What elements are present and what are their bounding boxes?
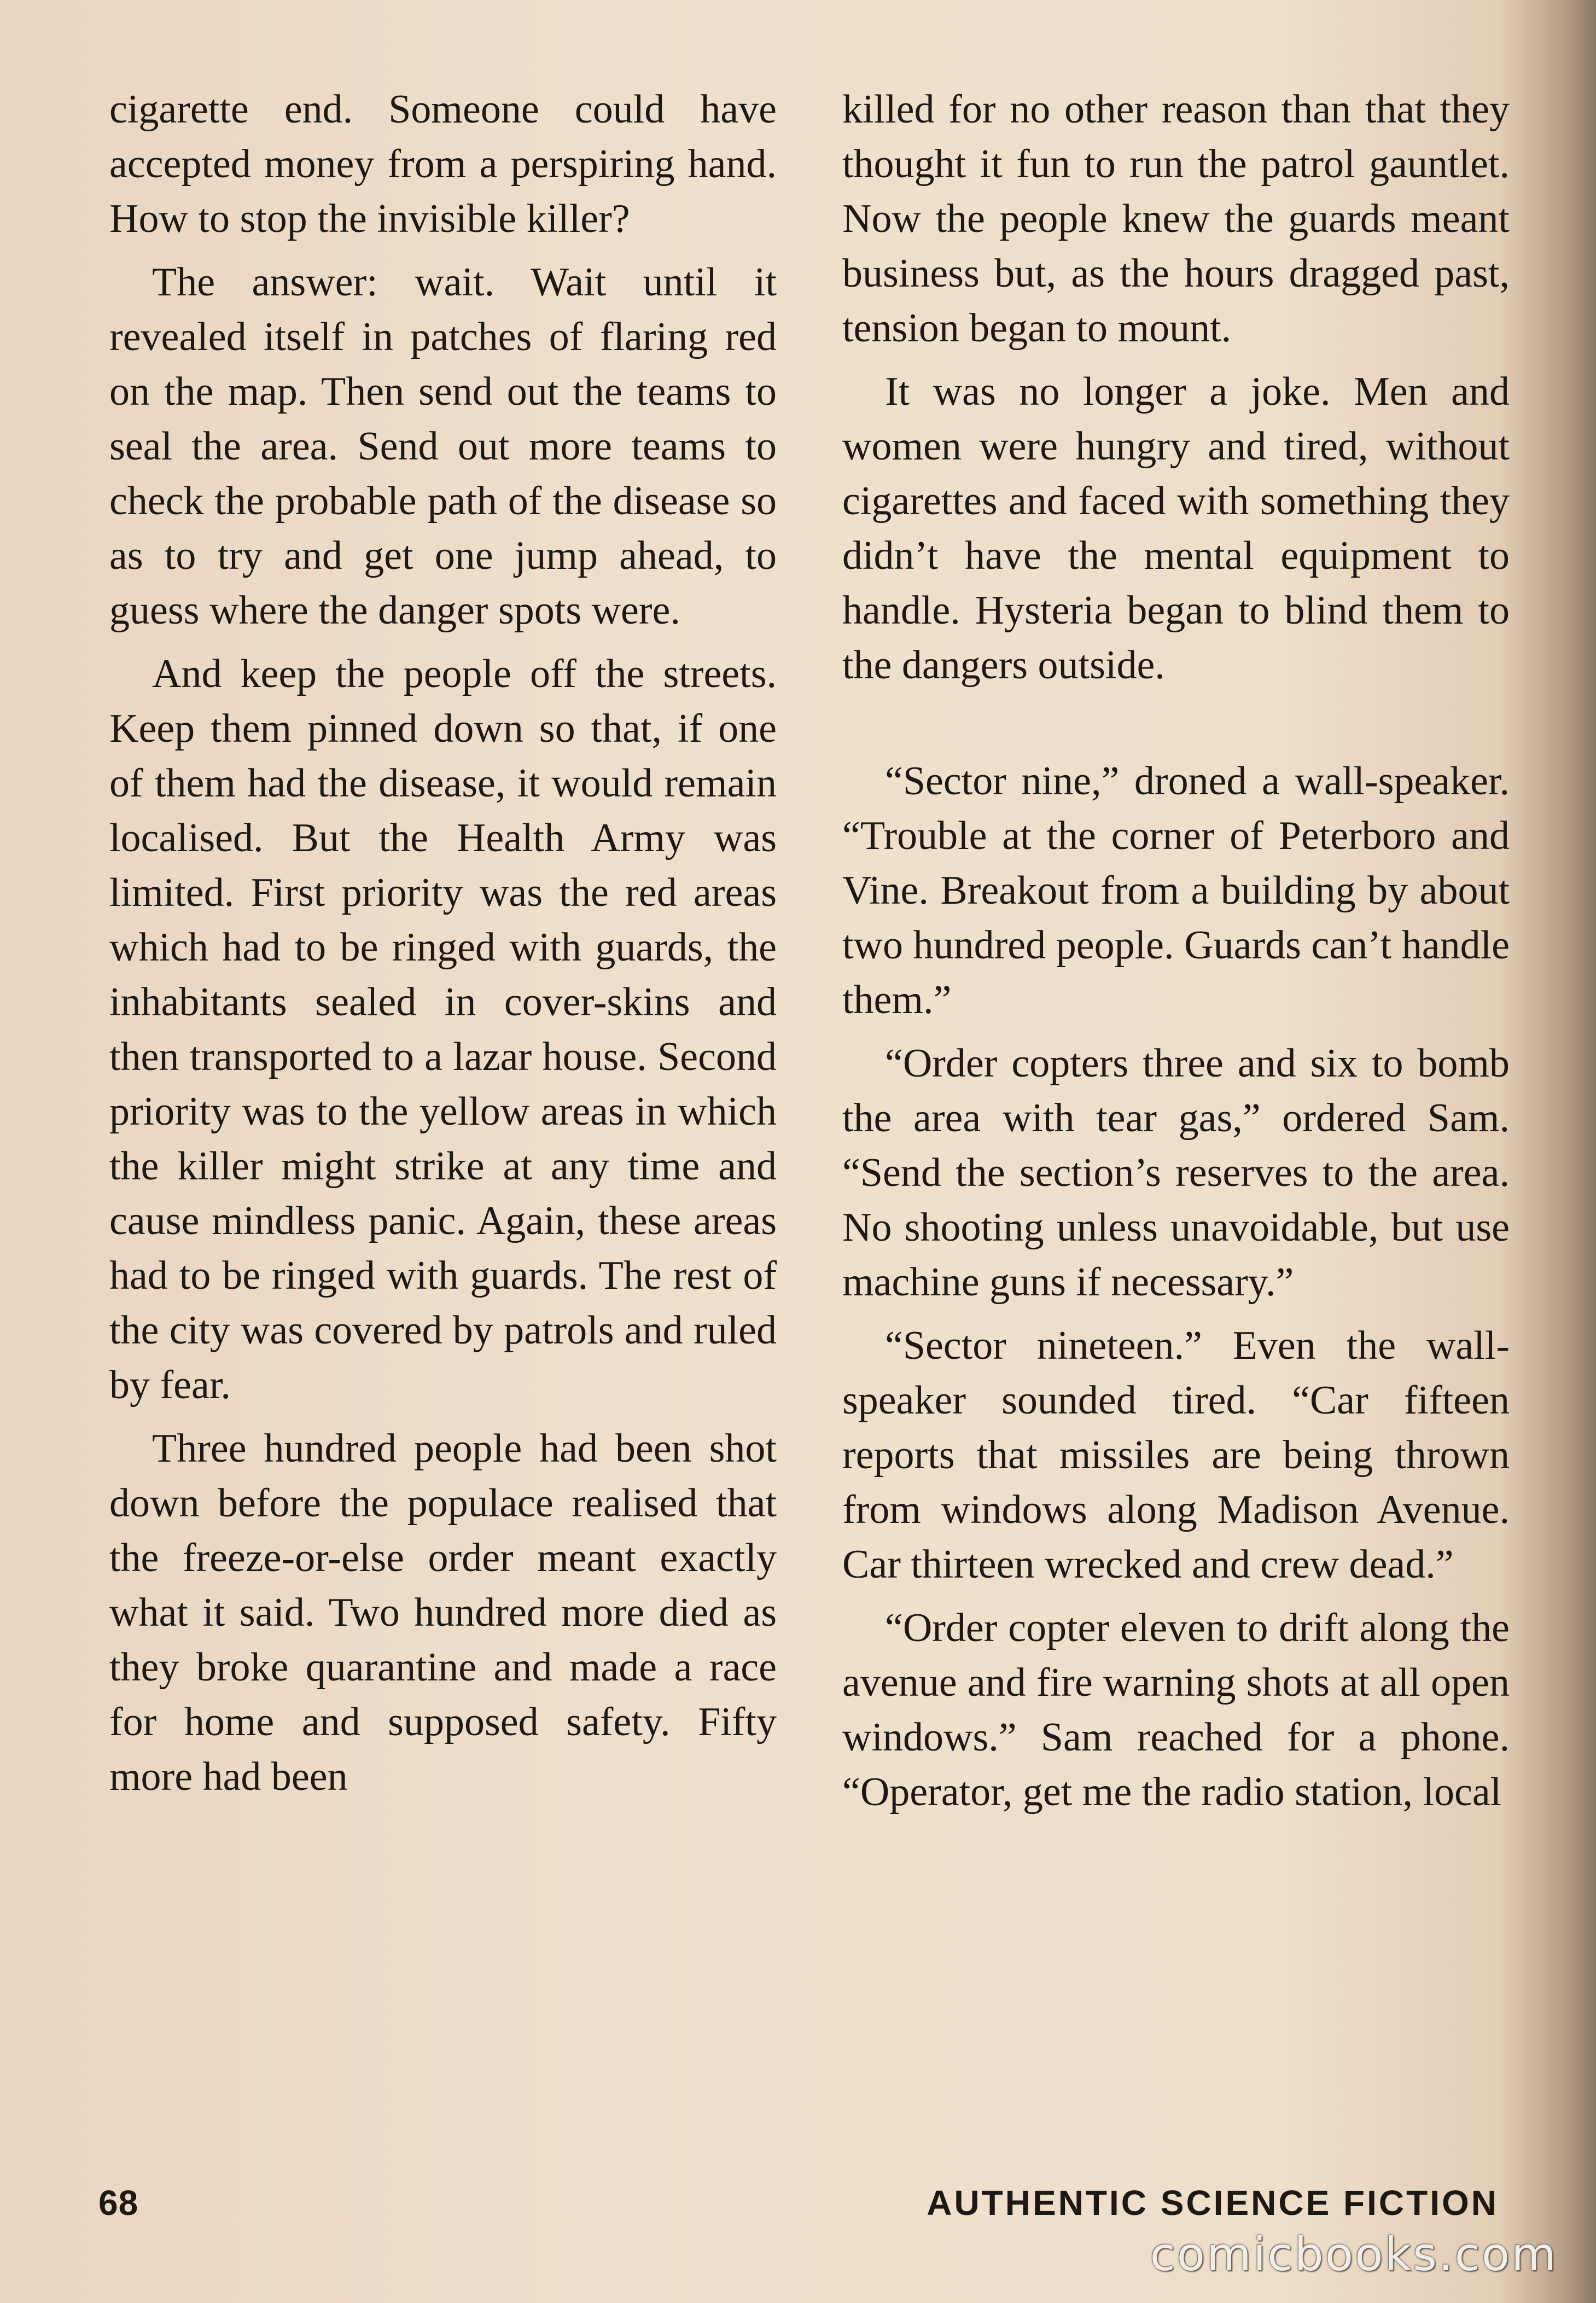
right-text-column [842,82,1510,1828]
page-footer [98,2183,1499,2232]
paragraph: killed for no other reason than that they thought it fun to run the patrol gauntlet. Now the people knew the guards meant business but, as the hours dragged past, tension began to mount. [842,87,1510,351]
page-number: 68 [98,2183,139,2223]
paragraph: The answer: wait. Wait until it revealed itself in patches of flaring red on the map. Then send out the teams to seal the area. Send out more teams to check the probable path of the disease so as to try and get one jump ahead, to guess where the danger spots were. [109,260,777,633]
paragraph: “Order copters three and six to bomb the area with tear gas,” ordered Sam. “Send the section’s reserves to the area. No shooting unless unavoidable, but use machine guns if necessary.” [842,1041,1510,1305]
paragraph: “Sector nineteen.” Even the wall-speaker sounded tired. “Car fifteen reports that missiles are being thrown from windows along Madison Avenue. Car thirteen wrecked and crew dead.” [842,1323,1510,1587]
paragraph: Three hundred people had been shot down before the populace realised that the freeze-or-else order meant exactly what it said. Two hundred more died as they broke quarantine and made a race for home and supposed safety. Fifty more had been [109,1426,777,1799]
paragraph: “Order copter eleven to drift along the avenue and fire warning shots at all open windows.” Sam reached for a phone. “Operator, get me the radio station, local [842,1606,1510,1815]
paragraph: And keep the people off the streets. Keep them pinned down so that, if one of them had the disease, it would remain localised. But the Health Army was limited. First priority was the red areas which had to be ringed with guards, the inhabitants sealed in cover-skins and then transported to a lazar house. Second priority was to the yellow areas in which the killer might strike at any time and cause mindless panic. Again, these areas had to be ringed with guards. The rest of the city was covered by patrols and ruled by fear. [109,652,777,1408]
watermark: comicbooks.com [1150,2228,1558,2281]
paragraph: It was no longer a joke. Men and women were hungry and tired, without cigarettes and faced with something they didn’t have the mental equipment to handle. Hysteria began to blind them to the dangers outside. [842,369,1510,688]
paragraph: cigarette end. Someone could have accepted money from a perspiring hand. How to stop the invisible killer? [109,87,777,241]
paragraph: “Sector nine,” droned a wall-speaker. “Trouble at the corner of Peterboro and Vine. Breakout from a building by about two hundred people. Guards can’t handle them.” [842,759,1510,1022]
running-title: AUTHENTIC SCIENCE FICTION [927,2183,1499,2223]
left-text-column [109,82,777,1813]
